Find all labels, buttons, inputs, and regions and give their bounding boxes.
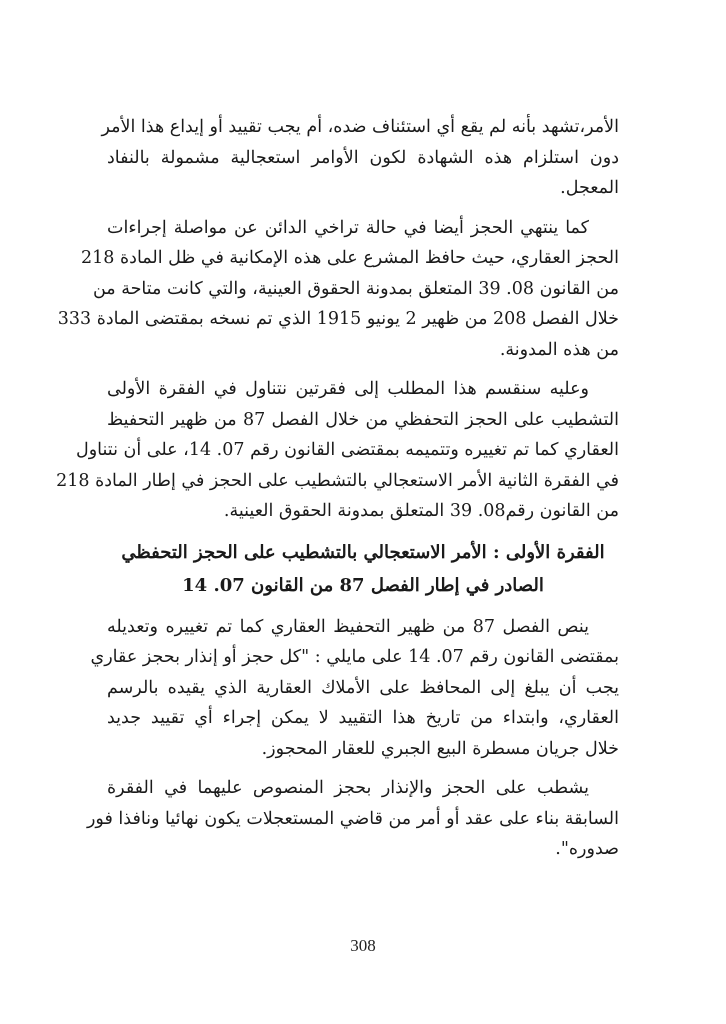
text-line: وعليه سنقسم هذا المطلب إلى فقرتين نتناول في الفقرة الأولى [107,379,589,399]
text-line: الحجز العقاري، حيث حافظ المشرع على هذه الإمكانية في ظل المادة 218 [81,248,619,268]
paragraph-cancellation [86,773,619,865]
text-line: بمقتضى القانون رقم 07. 14 على مايلي : "كل حجز أو إنذار بحجز عقاري [90,647,619,667]
paragraph-article-87 [90,612,619,765]
text-line: يشطب على الحجز والإنذار بحجز المنصوص عليهما في الفقرة [107,778,589,798]
document-page [56,112,619,874]
text-line: في الفقرة الثانية الأمر الاستعجالي بالتشطيب على الحجز في إطار المادة 218 [56,470,619,491]
text-line: العقاري، وابتداء من تاريخ هذا التقييد لا يمكن إجراء أي تقييد جديد [107,708,619,728]
text-line: من هذه المدونة. [499,339,619,360]
heading-line: الفقرة الأولى : الأمر الاستعجالي بالتشطيب على الحجز التحفظي [121,541,605,563]
page-number: 308 [350,936,376,955]
text-line: دون استلزام هذه الشهادة لكون الأوامر استعجالية مشمولة بالنفاد [107,147,619,168]
text-line: التشطيب على الحجز التحفظي من خلال الفصل 87 من ظهير التحفيظ [107,409,619,430]
text-line: ينص الفصل 87 من ظهير التحفيظ العقاري كما تم تغييره وتعديله [107,616,589,637]
text-line: كما ينتهي الحجز أيضا في حالة تراخي الدائن عن مواصلة إجراءات [107,217,589,238]
text-line: خلال جريان مسطرة البيع الجبري للعقار المحجوز. [261,738,619,759]
text-line: السابقة بناء على عقد أو أمر من قاضي المستعجلات يكون نهائيا ونافذا فور [86,808,619,829]
section-heading [107,536,619,602]
text-line: الأمر،تشهد بأنه لم يقع أي استئناف ضده، أم يجب تقييد أو إيداع هذا الأمر [101,117,619,137]
text-line: المعجل. [560,178,619,198]
paragraph-certificate-continuation [101,112,619,204]
text-line: من القانون 08. 39 المتعلق بمدونة الحقوق العينية، والتي كانت متاحة من [92,278,619,299]
text-line: يجب أن يبلغ إلى المحافظ على الأملاك العقارية الذي يقيده بالرسم [107,677,619,698]
heading-line: الصادر في إطار الفصل 87 من القانون 07. 14 [182,574,544,596]
text-line: صدوره". [555,839,619,859]
paragraph-seizure-termination [57,213,619,366]
text-line: خلال الفصل 208 من ظهير 2 يونيو 1915 الذي تم نسخه بمقتضى المادة 333 [57,309,619,329]
text-line: العقاري كما تم تغييره وتتميمه بمقتضى القانون رقم 07. 14، على أن نتناول [76,440,619,460]
text-line: من القانون رقم08. 39 المتعلق بمدونة الحقوق العينية. [223,501,619,521]
paragraph-section-plan [56,374,619,527]
